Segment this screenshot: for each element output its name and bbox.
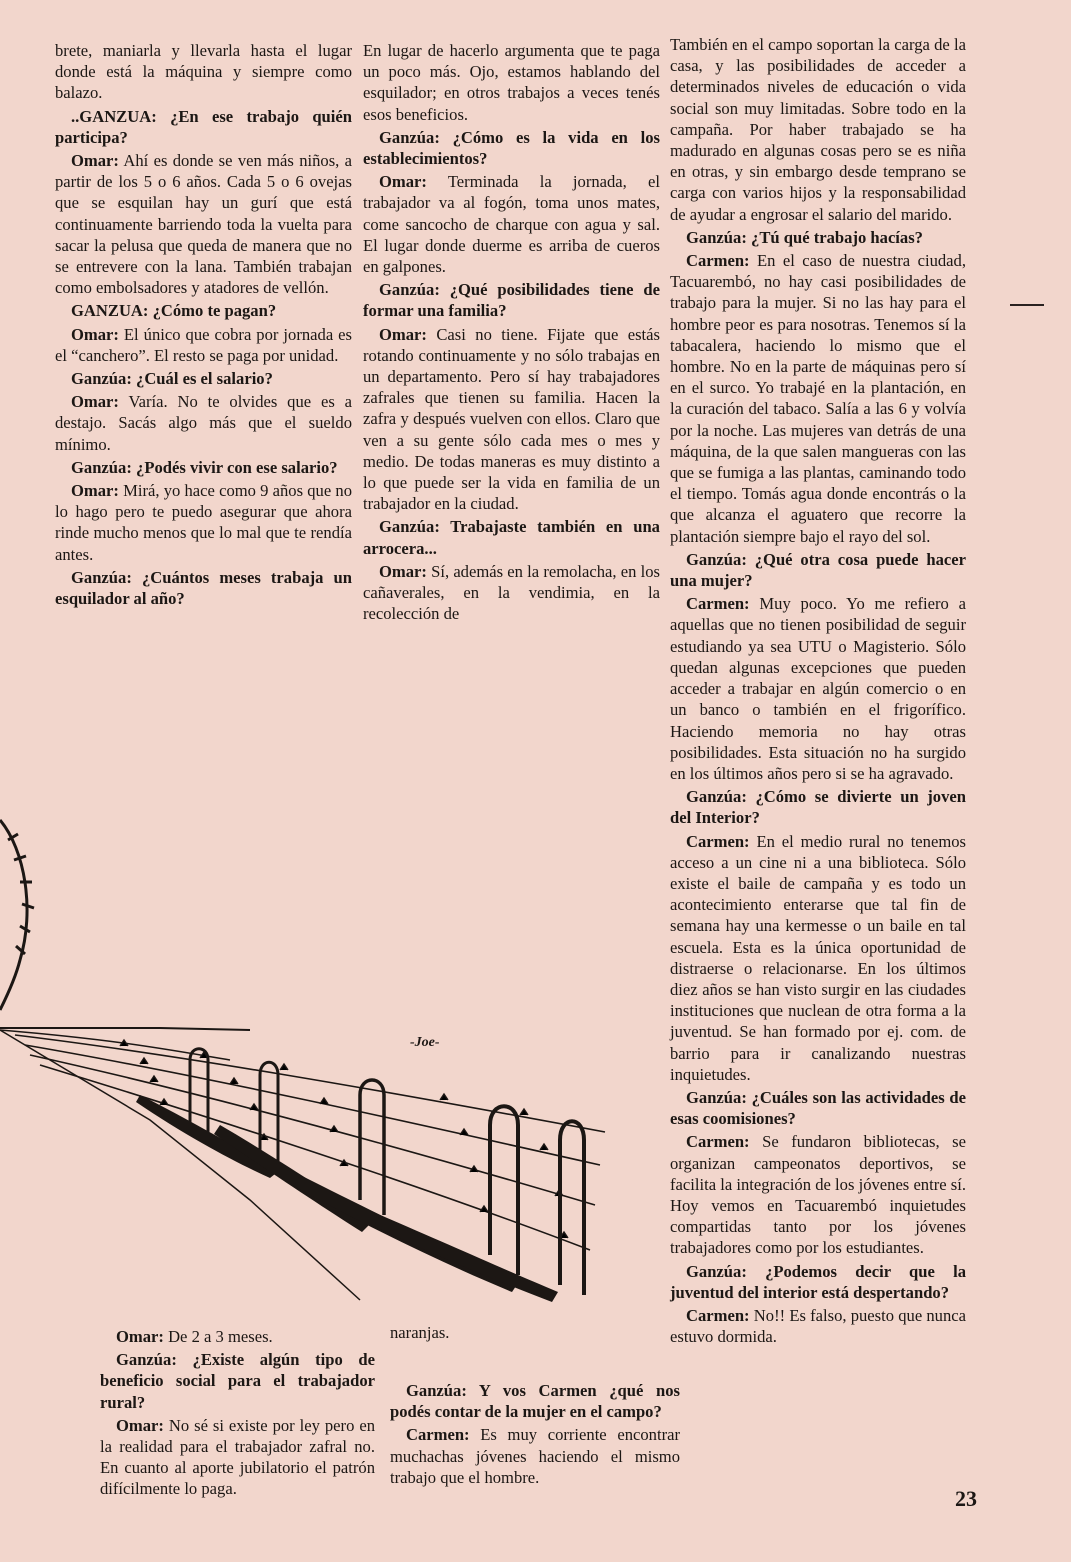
answer-text: En el caso de nuestra ciudad, Tacuarembó, no hay casi posibilidades de trabajo para la mujer. Si no las hay para el hombre peor es para nosotras. Tenemos sí la tabacalera, haciendo lo mismo que el hombre. No en la parte de máquinas pero sí en el surco. Yo trabajé en la plantación, en la curación del tabaco. Salía a las 6 y volvía por la noche. Las mujeres van detrás de una máquina, de la que salen mangueras con las que se fumiga a las plantas, caminando todo el tiempo. Tomás agua donde encontrás o la que alcanza el aguatero que recorre la plantación siempre bajo el rayo del sol.	[670, 251, 966, 546]
answer-text: No sé si existe por ley pero en la realidad para el trabajador zafral no. En cuanto al aporte jubilatorio el patrón difícilmente lo paga.	[100, 1415, 375, 1499]
illustration-signature: -Joe-	[410, 1035, 440, 1050]
text-column-2-bottom-a	[390, 1322, 680, 1345]
speaker-label: ..GANZUA:	[71, 106, 157, 126]
interview-question	[55, 457, 352, 478]
speaker-label: Omar:	[379, 561, 427, 581]
interview-answer	[390, 1424, 680, 1488]
speaker-label: Carmen:	[686, 251, 750, 271]
answer-text: Casi no tiene. Fijate que estás rotando continuamente y no sólo trabajas en un departamento. Pero sí hay trabajadores zafrales que tienen su familia. Hacen la zafra y después vuelven con ellos. Claro que ven a su gente sólo cada mes o mes y medio. De todas maneras es muy distinto a lo que puede ser la vida en familia de un trabajador en la ciudad.	[363, 324, 660, 514]
decorative-wreath-fragment	[0, 800, 60, 1020]
answer-text: Sí, además en la remolacha, en los cañaverales, en la vendimia, en la recolección de	[363, 561, 660, 624]
speaker-label: Ganzúa:	[686, 1087, 747, 1107]
interview-question	[55, 106, 352, 148]
question-text: ¿Qué otra cosa puede hacer una mujer?	[670, 549, 966, 591]
text-column-1-bottom	[100, 1326, 375, 1502]
page-number: 23	[955, 1486, 977, 1511]
answer-text: De 2 a 3 meses.	[168, 1327, 273, 1346]
text-column-2	[363, 40, 660, 626]
paragraph-text: naranjas.	[390, 1323, 450, 1342]
paragraph	[55, 40, 352, 104]
interview-question	[100, 1349, 375, 1413]
speaker-label: Carmen:	[686, 831, 750, 851]
interview-answer	[363, 561, 660, 625]
interview-answer	[670, 831, 966, 1085]
text-column-3	[670, 34, 966, 1349]
speaker-label: Ganzúa:	[379, 127, 440, 147]
interview-answer	[670, 593, 966, 784]
answer-text: Muy poco. Yo me refiero a aquellas que no tienen posibilidad de seguir estudiando ya sea UTU o Magisterio. Sólo quedan algunas excepciones que pueden acceder a trabajar en algún comercio o en un banco o también en el frigorífico. Haciendo memoria no hay otras posibilidades. Esta situación no ha surgido en los últimos años pero si se ha agravado.	[670, 594, 966, 783]
paragraph	[670, 34, 966, 225]
question-text: ¿Podemos decir que la juventud del interior está despertando?	[670, 1261, 966, 1302]
question-text: ¿Cómo se divierte un joven del Interior?	[670, 787, 966, 828]
speaker-label: GANZUA:	[71, 301, 149, 321]
interview-answer	[55, 391, 352, 455]
paragraph	[390, 1322, 680, 1343]
speaker-label: Omar:	[379, 172, 427, 192]
interview-answer	[55, 480, 352, 565]
speaker-label: Omar:	[71, 151, 119, 171]
interview-question	[363, 127, 660, 169]
interview-question	[390, 1380, 680, 1422]
answer-text: Mirá, yo hace como 9 años que no lo hago pero te puedo asegurar que ahora rinde mucho menos que lo mal que te rendía antes.	[55, 481, 353, 564]
text-column-2-bottom-b	[390, 1380, 680, 1490]
paragraph-text: En lugar de hacerlo argumenta que te paga un poco más. Ojo, estamos hablando del esquilador; en otros trabajos a veces tenés esos beneficios.	[363, 41, 660, 124]
interview-question	[55, 300, 352, 321]
paragraph	[363, 40, 660, 125]
answer-text: Ahí es donde se ven más niños, a partir de los 5 o 6 años. Cada 5 o 6 ovejas que se esquilan hay un gurí que está continuamente barriendo toda la vuelta para sacar la pelusa que queda de manera que no se entrevere con la lana. También trabajan como embolsadores y atadores de vellón.	[55, 151, 353, 298]
answer-text: El único que cobra por jornada es el “canchero”. El resto se paga por unidad.	[55, 324, 352, 365]
speaker-label: Omar:	[116, 1415, 164, 1435]
question-text: ¿Cómo es la vida en los establecimientos?	[363, 127, 660, 169]
interview-answer	[100, 1326, 375, 1347]
speaker-label: Omar:	[379, 324, 427, 344]
speaker-label: Ganzúa:	[686, 787, 747, 807]
question-text: ¿Podés vivir con ese salario?	[136, 457, 338, 477]
answer-text: Varía. No te olvides que es a destajo. Sacás algo más que el sueldo mínimo.	[55, 392, 352, 454]
question-text: Y vos Carmen ¿qué nos podés contar de la mujer en el campo?	[390, 1381, 680, 1422]
speaker-label: Carmen:	[686, 594, 750, 614]
interview-answer	[55, 324, 352, 366]
speaker-label: Ganzúa:	[686, 1261, 747, 1281]
speaker-label: Ganzúa:	[686, 227, 747, 247]
interview-question	[55, 368, 352, 389]
speaker-label: Ganzúa:	[379, 280, 440, 300]
question-text: ¿Cómo te pagan?	[152, 301, 277, 321]
interview-answer	[55, 150, 352, 298]
interview-answer	[363, 324, 660, 515]
interview-question	[670, 1261, 966, 1303]
interview-answer	[670, 1131, 966, 1258]
interview-question	[670, 227, 966, 248]
interview-question	[670, 1087, 966, 1129]
margin-rule	[1010, 304, 1044, 306]
paragraph-text: También en el campo soportan la carga de la casa, y las posibilidades de acceder a determinados niveles de educación o vida social son muy limitadas. Sobre todo en la campaña. Por haber trabajado se ha madurado en algunas cosas pero se es niña en otras, y sin embargo desde temprano se carga con varios hijos y la responsabilidad de ayudar a engrosar el salario del marido.	[670, 35, 966, 224]
fence-illustration	[0, 1000, 620, 1320]
answer-text: Terminada la jornada, el trabajador va al fogón, toma unos mates, come sancocho de charque con agua y sal. El lugar donde duerme es arriba de cueros en galpones.	[363, 172, 660, 277]
speaker-label: Carmen:	[406, 1425, 470, 1445]
speaker-label: Ganzúa:	[71, 567, 132, 587]
speaker-label: Ganzúa:	[379, 517, 440, 537]
text-column-1	[55, 40, 352, 611]
question-text: ¿Cuántos meses trabaja un esquilador al año?	[55, 567, 352, 609]
question-text: ¿En ese trabajo quién participa?	[55, 106, 352, 147]
speaker-label: Omar:	[71, 481, 119, 501]
interview-answer	[670, 1305, 966, 1347]
question-text: Trabajaste también en una arrocera...	[363, 517, 660, 558]
speaker-label: Carmen:	[686, 1132, 750, 1152]
interview-question	[670, 549, 966, 591]
answer-text: En el medio rural no tenemos acceso a un cine ni a una biblioteca. Sólo existe el baile de campaña y es todo un acontecimiento enterarse que tal fin de semana hay una kermesse o un baile en tal escuela. Esta es la única oportunidad de distraerse o relacionarse. En los últimos diez años se han visto surgir en las ciudades instituciones que nuclean de otra forma a la juventud. Se han formado por ej. com. de barrio para ir canalizando nuestras inquietudes.	[670, 831, 966, 1084]
speaker-label: Omar:	[116, 1327, 164, 1346]
speaker-label: Omar:	[71, 392, 119, 412]
interview-question	[55, 567, 352, 609]
question-text: ¿Qué posibilidades tiene de formar una familia?	[363, 280, 660, 321]
answer-text: No!! Es falso, puesto que nunca estuvo dormida.	[670, 1305, 966, 1347]
speaker-label: Ganzúa:	[71, 457, 132, 477]
question-text: ¿Cuál es el salario?	[136, 369, 273, 389]
interview-answer	[363, 171, 660, 277]
question-text: ¿Tú qué trabajo hacías?	[751, 227, 923, 247]
paragraph-text: brete, maniarla y llevarla hasta el lugar donde está la máquina y siempre como balazo.	[55, 41, 352, 103]
speaker-label: Ganzúa:	[406, 1381, 467, 1400]
speaker-label: Ganzúa:	[686, 549, 747, 569]
interview-answer	[100, 1415, 375, 1500]
speaker-label: Ganzúa:	[116, 1350, 177, 1370]
answer-text: Es muy corriente encontrar muchachas jóvenes haciendo el mismo trabajo que el hombre.	[390, 1425, 680, 1487]
speaker-label: Ganzúa:	[71, 369, 132, 389]
interview-question	[363, 516, 660, 558]
interview-question	[670, 786, 966, 828]
question-text: ¿Existe algún tipo de beneficio social para el trabajador rural?	[100, 1350, 375, 1412]
interview-answer	[670, 250, 966, 547]
speaker-label: Carmen:	[686, 1305, 750, 1325]
question-text: ¿Cuáles son las actividades de esas coomisiones?	[670, 1087, 966, 1129]
interview-question	[363, 279, 660, 321]
answer-text: Se fundaron bibliotecas, se organizan campeonatos deportivos, se facilita la integración de los jóvenes entre sí. Hoy vemos en Tacuarembó inquietudes compartidas tanto por los jóvenes trabajadores como por los estudiantes.	[670, 1132, 966, 1258]
speaker-label: Omar:	[71, 324, 119, 344]
